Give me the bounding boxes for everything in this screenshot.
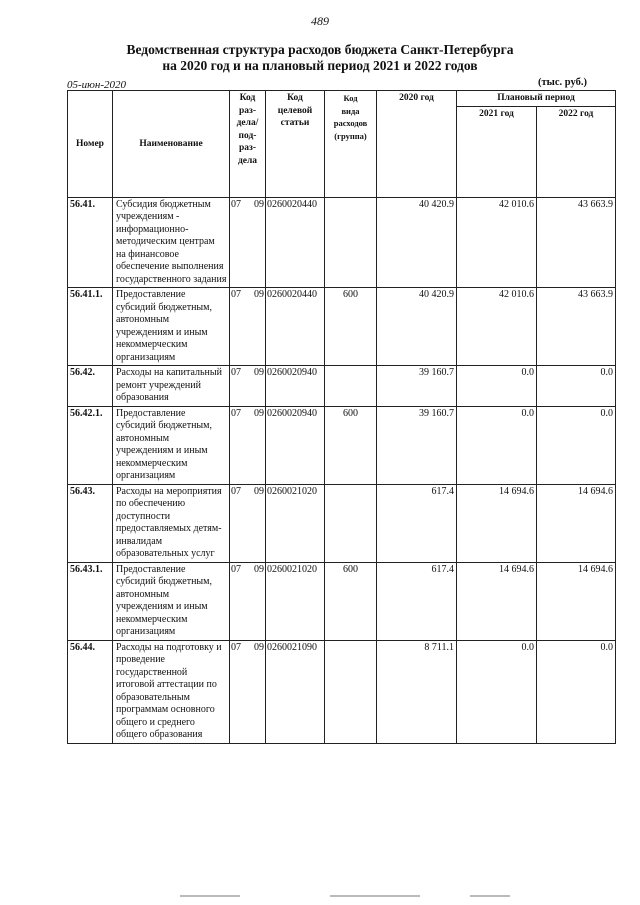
row-podrazdel: 09 (248, 562, 266, 640)
table-row (68, 562, 616, 640)
row-razdel: 07 (230, 562, 248, 640)
row-podrazdel: 09 (248, 288, 266, 366)
document-date: 05-июн-2020 (67, 79, 127, 91)
row-value-2022: 43 663.9 (537, 288, 616, 366)
row-podrazdel: 09 (248, 406, 266, 484)
header-name: Наименование (113, 91, 230, 198)
row-value-2020: 617.4 (377, 562, 457, 640)
row-razdel: 07 (230, 484, 248, 562)
row-value-2021: 14 694.6 (457, 484, 537, 562)
table-row (68, 366, 616, 407)
footer-mark (330, 895, 420, 897)
title-line-1: Ведомственная структура расходов бюджета Санкт-Петербурга (126, 42, 514, 57)
table-row (68, 288, 616, 366)
row-value-2022: 14 694.6 (537, 562, 616, 640)
row-razdel: 07 (230, 406, 248, 484)
row-number: 56.43.1. (68, 562, 113, 640)
header-2020: 2020 год (377, 91, 457, 198)
header-2022: 2022 год (537, 106, 616, 197)
header-number: Номер (68, 91, 113, 198)
row-vid-code (325, 197, 377, 288)
units-label: (тыс. руб.) (538, 77, 587, 88)
row-target-code: 0260021020 (266, 562, 325, 640)
row-name: Предоставление субсидий бюджетным, автономным учреждениям и иным некоммерческим организациям (113, 288, 230, 366)
row-number: 56.43. (68, 484, 113, 562)
row-value-2022: 14 694.6 (537, 484, 616, 562)
row-razdel: 07 (230, 366, 248, 407)
row-vid-code (325, 484, 377, 562)
row-value-2022: 0.0 (537, 640, 616, 743)
row-name: Расходы на капитальный ремонт учреждений образования (113, 366, 230, 407)
header-razdel: Код раз- дела/ под- раз- дела (230, 91, 266, 198)
table-row (68, 484, 616, 562)
header-planned-period: Плановый период (457, 91, 616, 107)
page-number: 489 (311, 14, 329, 28)
row-name: Субсидия бюджетным учреждениям - информационно-методическим центрам на финансовое обеспечение выполнения государственного задания (113, 197, 230, 288)
row-value-2021: 42 010.6 (457, 197, 537, 288)
row-value-2020: 40 420.9 (377, 288, 457, 366)
row-number: 56.42. (68, 366, 113, 407)
header-vid: Код вида расходов (группа) (325, 91, 377, 198)
row-target-code: 0260021020 (266, 484, 325, 562)
row-podrazdel: 09 (248, 366, 266, 407)
footer-mark (180, 895, 240, 897)
title-line-2: на 2020 год и на плановый период 2021 и 2022 годов (162, 58, 478, 73)
row-value-2020: 39 160.7 (377, 366, 457, 407)
budget-table (67, 90, 616, 744)
row-number: 56.41.1. (68, 288, 113, 366)
row-number: 56.41. (68, 197, 113, 288)
row-target-code: 0260021090 (266, 640, 325, 743)
table-row (68, 406, 616, 484)
row-name: Расходы на подготовку и проведение государственной итоговой аттестации по образовательным программам основного общего и среднего общего образования (113, 640, 230, 743)
document-title (0, 42, 640, 74)
row-razdel: 07 (230, 197, 248, 288)
row-podrazdel: 09 (248, 197, 266, 288)
row-vid-code: 600 (325, 288, 377, 366)
row-razdel: 07 (230, 288, 248, 366)
row-podrazdel: 09 (248, 640, 266, 743)
row-vid-code (325, 366, 377, 407)
row-vid-code: 600 (325, 406, 377, 484)
header-2021: 2021 год (457, 106, 537, 197)
row-target-code: 0260020440 (266, 288, 325, 366)
row-number: 56.44. (68, 640, 113, 743)
row-podrazdel: 09 (248, 484, 266, 562)
row-vid-code (325, 640, 377, 743)
row-value-2022: 0.0 (537, 406, 616, 484)
row-target-code: 0260020940 (266, 406, 325, 484)
table-row (68, 640, 616, 743)
footer-mark (470, 895, 510, 897)
row-target-code: 0260020940 (266, 366, 325, 407)
row-razdel: 07 (230, 640, 248, 743)
row-name: Предоставление субсидий бюджетным, автономным учреждениям и иным некоммерческим организациям (113, 406, 230, 484)
row-value-2020: 39 160.7 (377, 406, 457, 484)
row-value-2022: 0.0 (537, 366, 616, 407)
row-name: Предоставление субсидий бюджетным, автономным учреждениям и иным некоммерческим организациям (113, 562, 230, 640)
row-value-2021: 0.0 (457, 366, 537, 407)
row-value-2021: 0.0 (457, 640, 537, 743)
row-value-2022: 43 663.9 (537, 197, 616, 288)
row-value-2020: 8 711.1 (377, 640, 457, 743)
row-name: Расходы на мероприятия по обеспечению доступности предоставляемых детям-инвалидам образовательных услуг (113, 484, 230, 562)
table-row (68, 197, 616, 288)
header-target: Код целевой статьи (266, 91, 325, 198)
row-value-2021: 14 694.6 (457, 562, 537, 640)
row-target-code: 0260020440 (266, 197, 325, 288)
row-value-2021: 0.0 (457, 406, 537, 484)
row-value-2021: 42 010.6 (457, 288, 537, 366)
row-number: 56.42.1. (68, 406, 113, 484)
row-value-2020: 617.4 (377, 484, 457, 562)
row-value-2020: 40 420.9 (377, 197, 457, 288)
row-vid-code: 600 (325, 562, 377, 640)
